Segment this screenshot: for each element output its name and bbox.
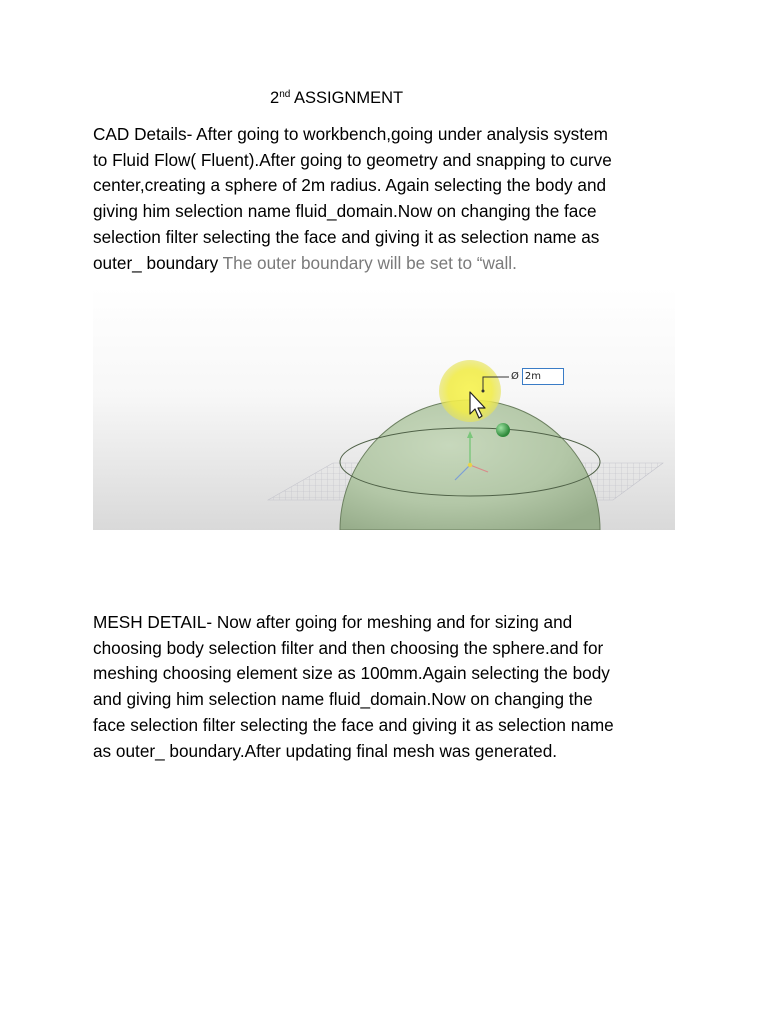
- dimension-anchor: [482, 390, 485, 393]
- cad-line: CAD Details- After going to workbench,going under analysis system: [93, 124, 608, 144]
- title-superscript: nd: [279, 89, 291, 100]
- diameter-symbol: Ø: [511, 371, 519, 382]
- page-title: [270, 89, 403, 108]
- cad-boundary-note: The outer boundary will be set to “wall.: [222, 252, 517, 273]
- mesh-line: choosing body selection filter and then choosing the sphere.and for: [93, 637, 604, 658]
- sphere-viewport-graphic: [93, 287, 675, 530]
- mesh-line: and giving him selection name fluid_domain.Now on changing the: [93, 689, 593, 710]
- mesh-line: meshing choosing element size as 100mm.Again selecting the body: [93, 663, 610, 684]
- cad-last-line: [93, 251, 683, 277]
- title-main: ASSIGNMENT: [294, 89, 404, 107]
- cad-line: giving him selection name fluid_domain.Now on changing the face: [93, 201, 597, 222]
- mesh-line: face selection filter selecting the face and giving it as selection name: [93, 714, 614, 735]
- dimension-input: 2m: [522, 368, 564, 385]
- mesh-details-paragraph: [93, 610, 683, 764]
- mesh-line: MESH DETAIL- Now after going for meshing and for sizing and: [93, 612, 573, 632]
- cad-line: selection filter selecting the face and giving it as selection name as: [93, 226, 600, 247]
- cad-line: to Fluid Flow( Fluent).After going to geometry and snapping to curve: [93, 149, 612, 170]
- sphere-marker-icon: [496, 423, 510, 437]
- dimension-input-group: [511, 368, 564, 385]
- origin-point: [468, 463, 472, 467]
- cad-details-paragraph: [93, 122, 683, 276]
- sphere-geometry-screenshot: [93, 287, 675, 530]
- cad-last-line-prefix: outer_ boundary: [93, 252, 219, 273]
- cad-line: center,creating a sphere of 2m radius. Again selecting the body and: [93, 175, 607, 196]
- title-prefix: 2: [270, 89, 280, 107]
- mesh-line: as outer_ boundary.After updating final mesh was generated.: [93, 740, 558, 761]
